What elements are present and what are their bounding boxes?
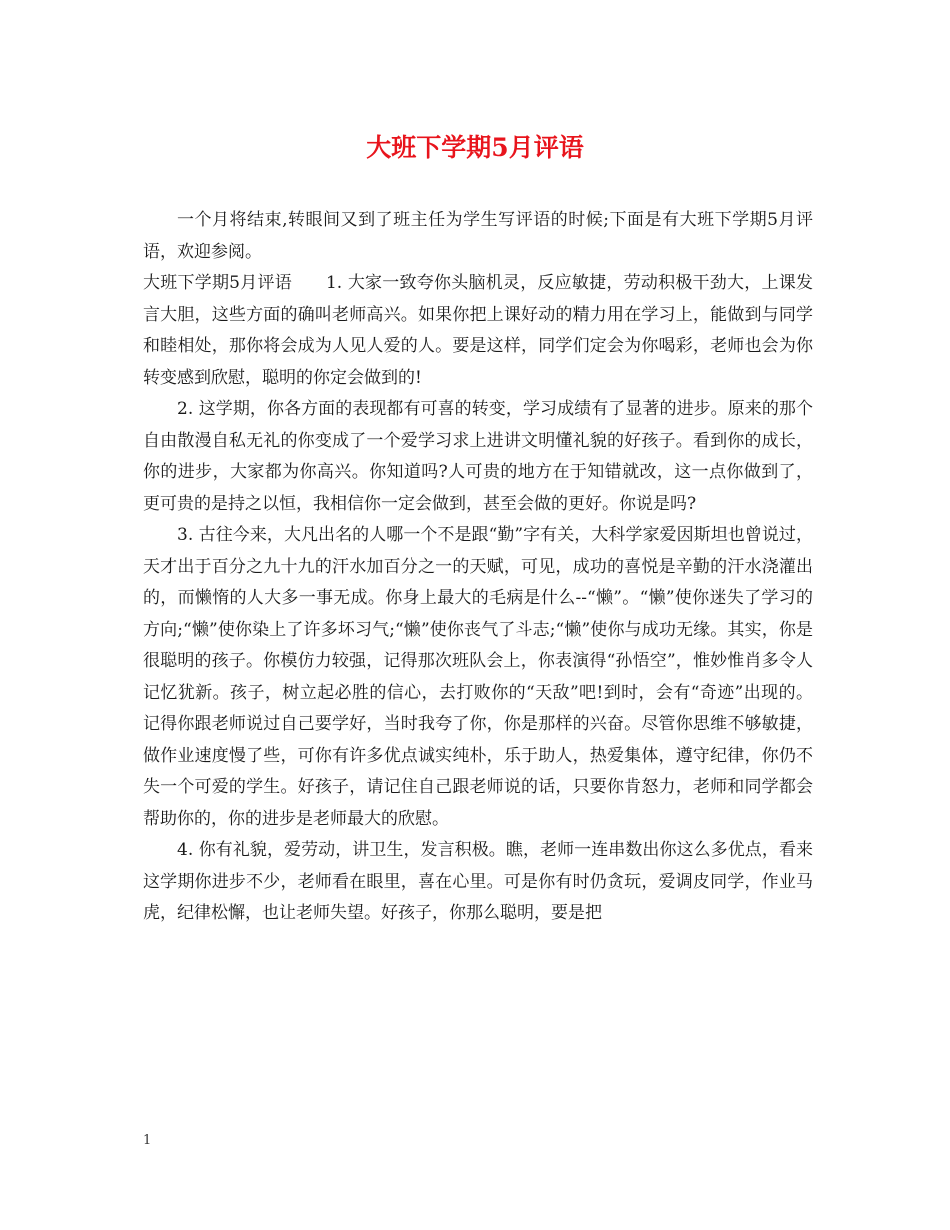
comment-4: 4. 你有礼貌，爱劳动，讲卫生，发言积极。瞧，老师一连串数出你这么多优点，看来这学期你进步不少，老师看在眼里，喜在心里。可是你有时仍贪玩，爱调皮同学，作业马虎，纪律松懈，也让老师失望。好孩子，你那么聪明，要是把 — [143, 840, 813, 923]
intro-paragraph: 一个月将结束,转眼间又到了班主任为学生写评语的时候;下面是有大班下学期5月评语，欢迎参阅。 — [143, 210, 813, 262]
comment-2: 2. 这学期，你各方面的表现都有可喜的转变，学习成绩有了显著的进步。原来的那个自由散漫自私无礼的你变成了一个爱学习求上进讲文明懂礼貌的好孩子。看到你的成长，你的进步，大家都为你高兴。你知道吗?人可贵的地方在于知错就改，这一点你做到了，更可贵的是持之以恒，我相信你一定会做到，甚至会做的更好。你说是吗? — [143, 399, 813, 514]
comment-3: 3. 古往今来，大凡出名的人哪一个不是跟“勤”字有关，大科学家爱因斯坦也曾说过，天才出于百分之九十九的汗水加百分之一的天赋，可见，成功的喜悦是辛勤的汗水浇灌出的，而懒惰的人大多一事无成。你身上最大的毛病是什么--“懒”。“懒”使你迷失了学习的方向;“懒”使你染上了许多坏习气;“懒”使你丧气了斗志;“懒”使你与成功无缘。其实，你是很聪明的孩子。你模仿力较强，记得那次班队会上，你表演得“孙悟空”，惟妙惟肖多令人记忆犹新。孩子，树立起必胜的信心，去打败你的“天敌”吧!到时，会有“奇迹”出现的。记得你跟老师说过自己要学好，当时我夸了你，你是那样的兴奋。尽管你思维不够敏捷，做作业速度慢了些，可你有许多优点诚实纯朴，乐于助人，热爱集体，遵守纪律，你仍不失一个可爱的学生。好孩子，请记住自己跟老师说的话，只要你肯怒力，老师和同学都会帮助你的，你的进步是老师最大的欣慰。 — [143, 525, 813, 829]
first-comment-paragraph — [143, 268, 813, 394]
document-body — [143, 205, 813, 930]
document-title: 大班下学期5月评语 — [366, 133, 584, 162]
page-number: 1 — [143, 1133, 152, 1148]
section-label: 大班下学期5月评语 — [143, 273, 292, 293]
comment-1: 1. 大家一致夸你头脑机灵，反应敏捷，劳动积极干劲大，上课发言大胆，这些方面的确叫老师高兴。如果你把上课好动的精力用在学习上，能做到与同学和睦相处，那你将会成为人见人爱的人。要是这样，同学们定会为你喝彩，老师也会为你转变感到欣慰，聪明的你定会做到的! — [143, 273, 813, 388]
